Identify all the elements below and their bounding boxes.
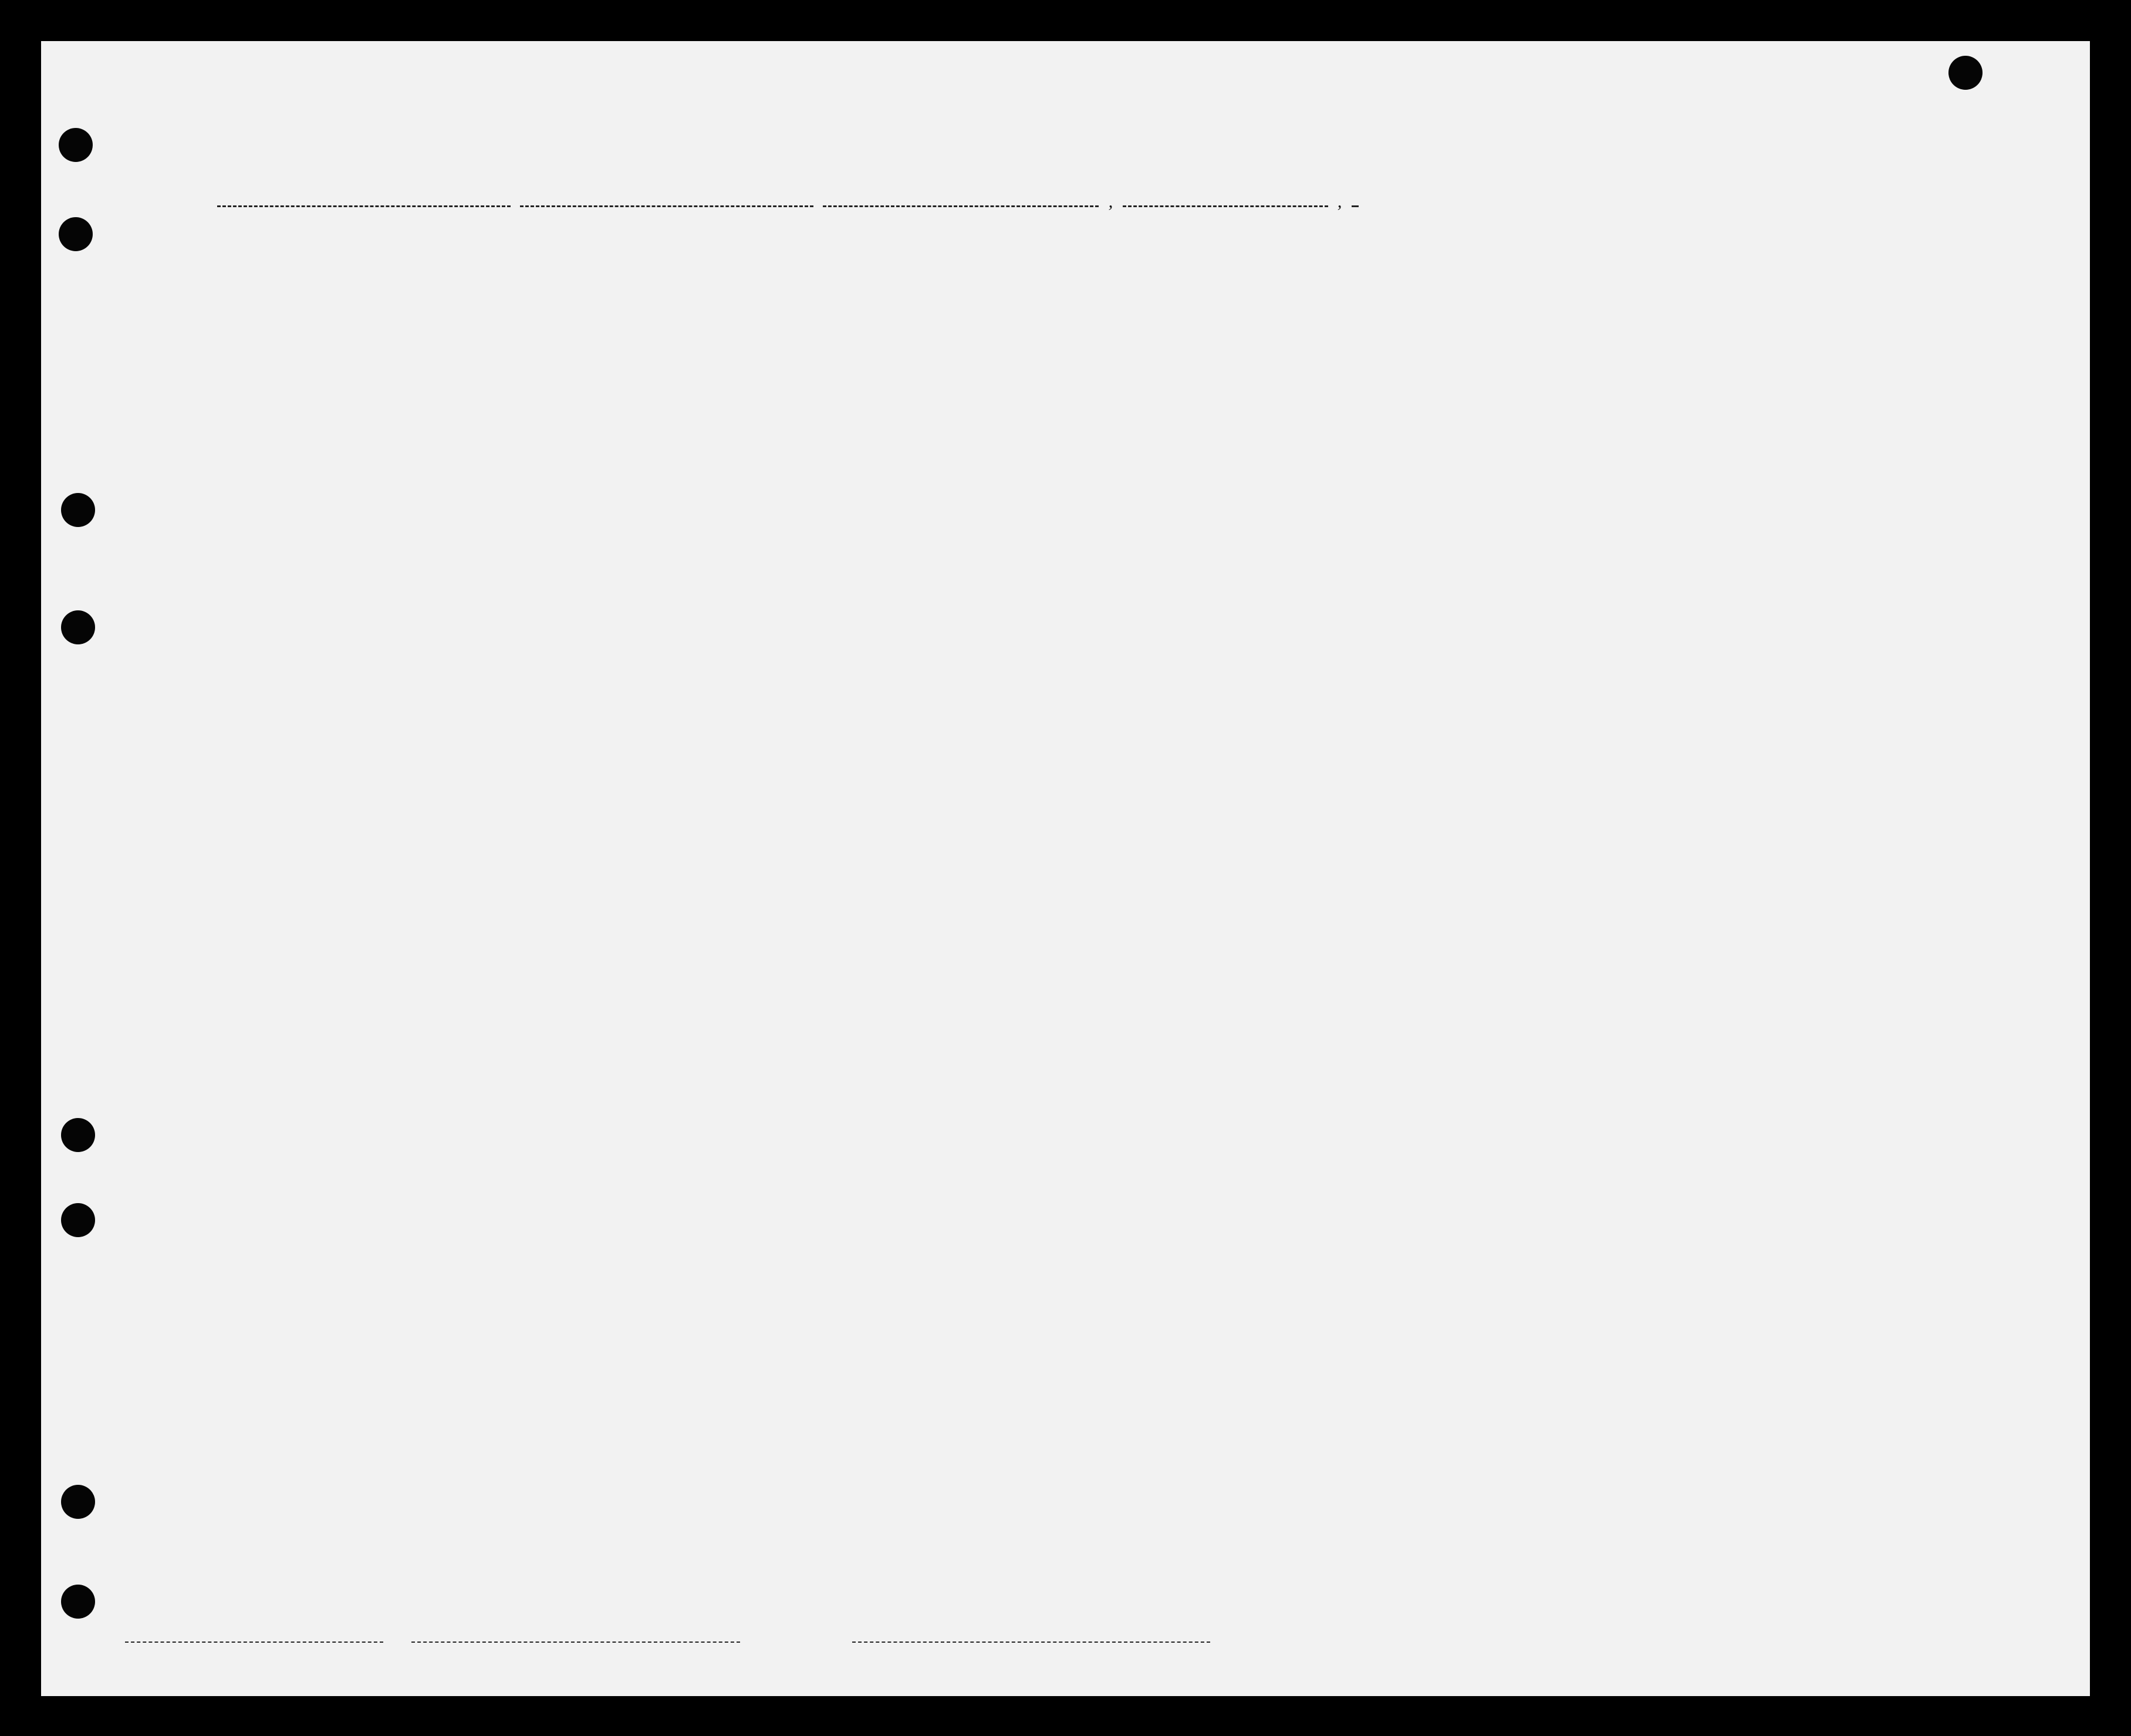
owners-name [411,1642,740,1643]
footer [120,1633,1222,1646]
vessel-line: , , [217,191,1359,212]
agents-name [852,1642,1210,1643]
line-name [125,1642,383,1643]
